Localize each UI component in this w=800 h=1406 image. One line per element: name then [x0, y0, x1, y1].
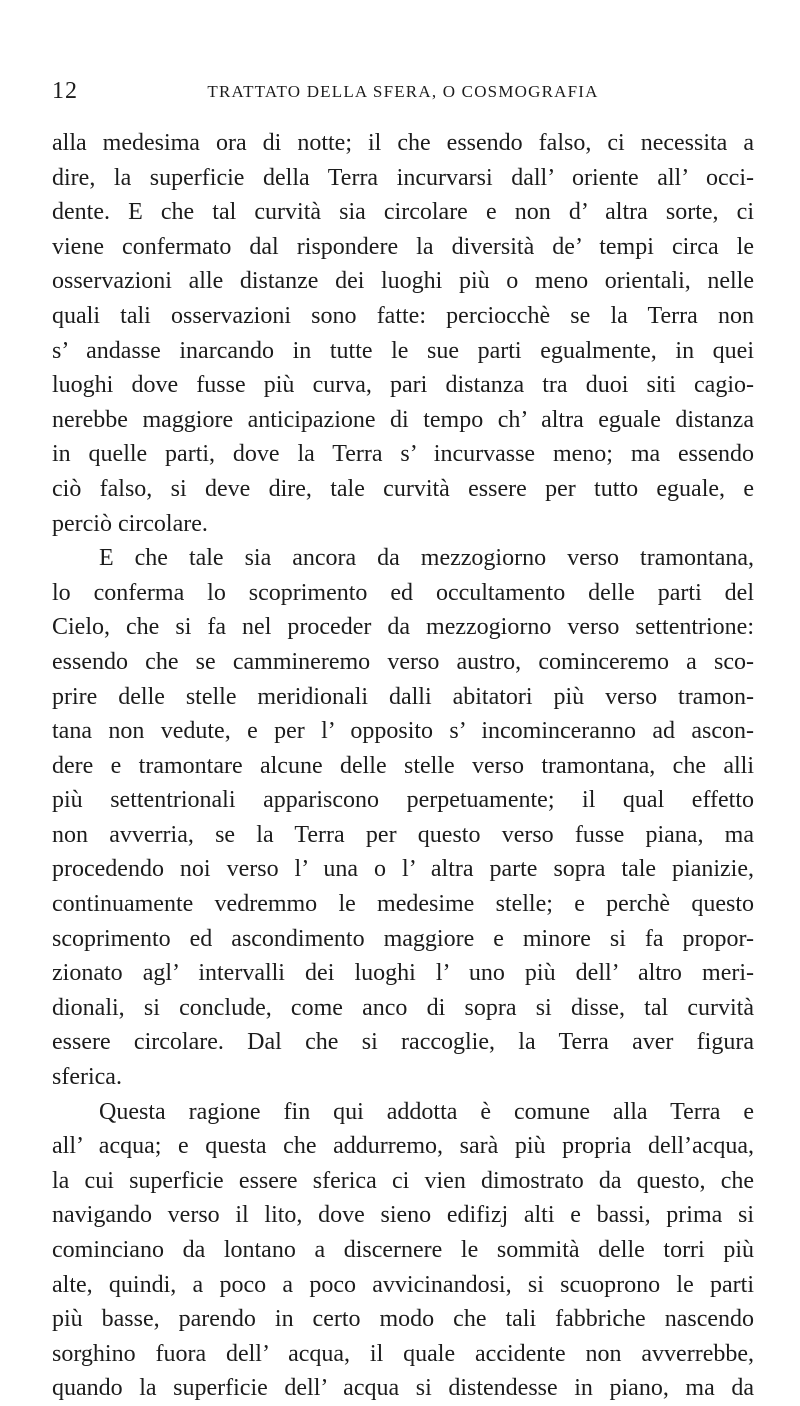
text-line: più basse, parendo in certo modo che tali fabbriche nascendo [52, 1306, 754, 1333]
text-line: Cielo, che si fa nel proceder da mezzogiorno verso settentrione: [52, 614, 754, 641]
text-line: osservazioni alle distanze dei luoghi più o meno orientali, nelle [52, 268, 754, 295]
text-line: alla medesima ora di notte; il che essendo falso, ci necessita a [52, 130, 754, 156]
text-line: dente. E che tal curvità sia circolare e non d’ altra sorte, ci [52, 199, 754, 226]
running-head [52, 78, 754, 118]
page-number: 12 [52, 78, 78, 104]
text-line: continuamente vedremmo le medesime stelle; e perchè questo [52, 891, 754, 918]
text-line: essere circolare. Dal che si raccoglie, la Terra aver figura [52, 1029, 754, 1056]
text-line: in quelle parti, dove la Terra s’ incurvasse meno; ma essendo [52, 441, 754, 468]
text-line: ciò falso, si deve dire, tale curvità essere per tutto eguale, e [52, 475, 754, 502]
text-line: essendo che se cammineremo verso austro, cominceremo a sco- [52, 648, 754, 675]
text-line: non avverria, se la Terra per questo verso fusse piana, ma [52, 821, 754, 848]
text-line: all’ acqua; e questa che addurremo, sarà più propria dell’acqua, [52, 1133, 754, 1160]
text-line: quali tali osservazioni sono fatte: perciocchè se la Terra non [52, 302, 754, 329]
text-line: s’ andasse inarcando in tutte le sue parti egualmente, in quei [52, 337, 754, 364]
text-line: la cui superficie essere sferica ci vien dimostrato da questo, che [52, 1167, 754, 1194]
text-line: cominciano da lontano a discernere le sommità delle torri più [52, 1237, 754, 1263]
text-line: tana non vedute, e per l’ opposito s’ incominceranno ad ascon- [52, 718, 754, 745]
text-line: dire, la superficie della Terra incurvarsi dall’ oriente all’ occi- [52, 164, 754, 191]
text-line: scoprimento ed ascondimento maggiore e minore si fa propor- [52, 925, 754, 952]
text-line: navigando verso il lito, dove sieno edifizj alti e bassi, prima si [52, 1202, 754, 1229]
text-line: dere e tramontare alcune delle stelle verso tramontana, che alli [52, 752, 754, 779]
text-line: luoghi dove fusse più curva, pari distanza tra duoi siti cagio- [52, 372, 754, 399]
text-line: viene confermato dal rispondere la diversità de’ tempi circa le [52, 233, 754, 260]
text-line: lo conferma lo scoprimento ed occultamento delle parti del [52, 579, 754, 606]
text-line: quando la superficie dell’ acqua si distendesse in piano, ma da [52, 1375, 754, 1402]
text-line: sferica. [52, 1064, 122, 1091]
running-title: TRATTATO DELLA SFERA, O COSMOGRAFIA [207, 82, 599, 101]
text-line: sorghino fuora dell’ acqua, il quale accidente non avverrebbe, [52, 1340, 754, 1367]
text-line: nerebbe maggiore anticipazione di tempo ch’ altra eguale distanza [52, 406, 754, 433]
text-line: alte, quindi, a poco a poco avvicinandosi, si scuoprono le parti [52, 1271, 754, 1298]
body-text [52, 126, 754, 1406]
text-line: procedendo noi verso l’ una o l’ altra parte sopra tale pianizie, [52, 856, 754, 883]
text-line: perciò circolare. [52, 510, 208, 537]
text-line: zionato agl’ intervalli dei luoghi l’ uno più dell’ altro meri- [52, 960, 754, 987]
text-line: prire delle stelle meridionali dalli abitatori più verso tramon- [52, 683, 754, 710]
book-page [52, 78, 754, 1406]
text-line: dionali, si conclude, come anco di sopra si disse, tal curvità [52, 994, 754, 1021]
paragraph-start-line: Questa ragione fin qui addotta è comune alla Terra e [99, 1098, 754, 1125]
text-line: più settentrionali appariscono perpetuamente; il qual effetto [52, 787, 754, 814]
paragraph-start-line: E che tale sia ancora da mezzogiorno verso tramontana, [99, 545, 754, 572]
